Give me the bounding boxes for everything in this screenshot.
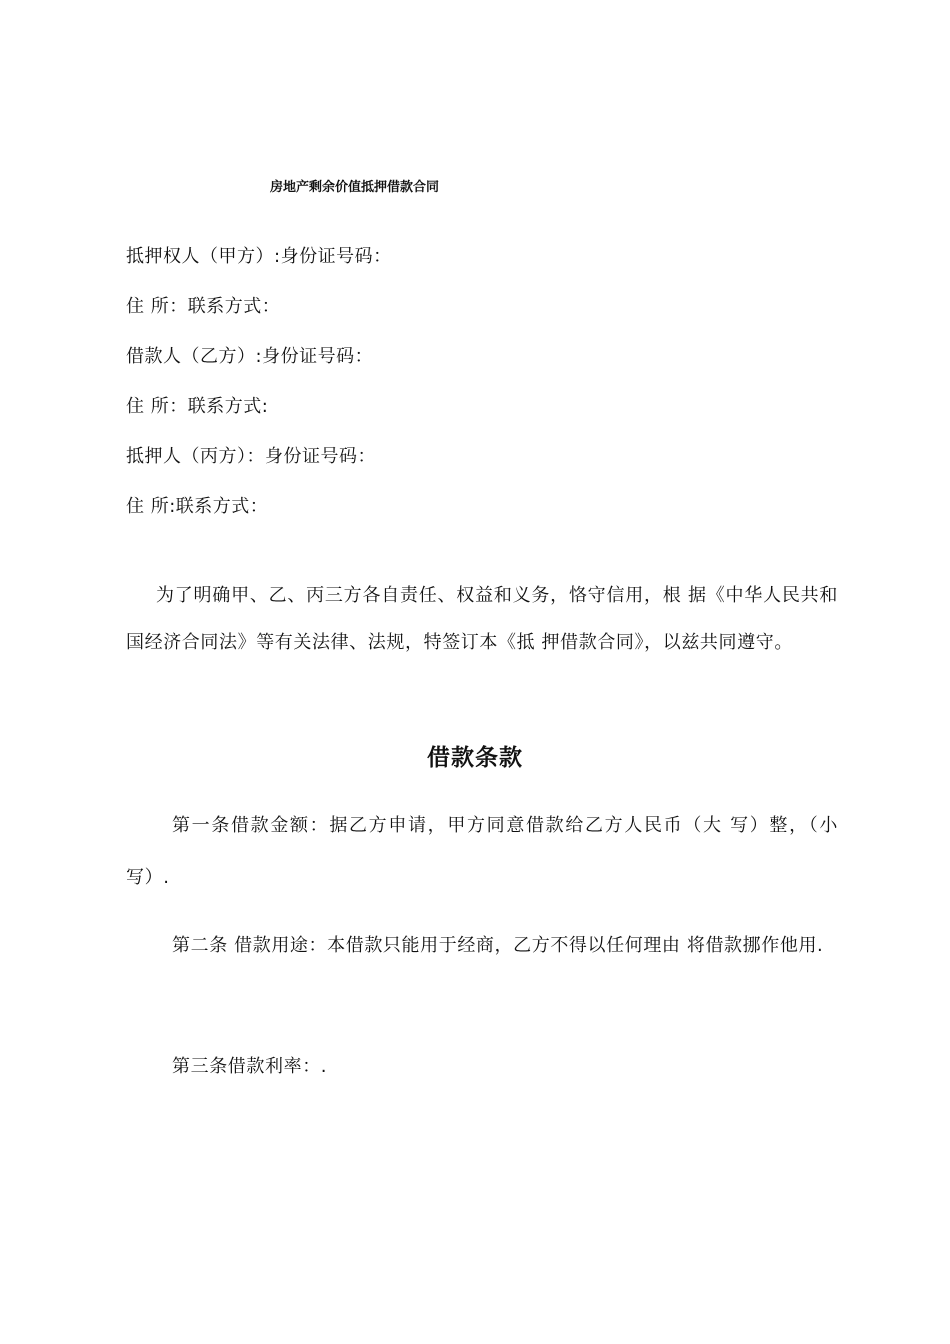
preamble-paragraph: 为了明确甲、乙、丙三方各自责任、权益和义务，恪守信用，根 据《中华人民共和国经济合同法》等有关法律、法规，特签订本《抵 押借款合同》，以兹共同遵守。 <box>126 585 838 653</box>
clause-1: 第一条借款金额：据乙方申请，甲方同意借款给乙方人民币（大 写）整，（小写）. <box>126 815 838 888</box>
party-line-mortgagor: 抵押人（丙方）：身份证号码： <box>126 446 376 467</box>
section-heading: 借款条款 <box>427 745 523 771</box>
party-line-borrower: 借款人（乙方）:身份证号码： <box>126 346 374 367</box>
document-title: 房地产剩余价值抵押借款合同 <box>270 180 440 195</box>
clause-2: 第二条 借款用途：本借款只能用于经商，乙方不得以任何理由 将借款挪作他用. <box>172 935 824 956</box>
party-line-mortgagor-address: 住 所:联系方式： <box>126 496 269 517</box>
party-line-borrower-address: 住 所：联系方式: <box>126 396 269 417</box>
party-line-mortgagee: 抵押权人（甲方）:身份证号码： <box>126 246 392 267</box>
clause-3: 第三条借款利率：. <box>172 1056 328 1077</box>
party-line-mortgagee-address: 住 所：联系方式： <box>126 296 281 317</box>
